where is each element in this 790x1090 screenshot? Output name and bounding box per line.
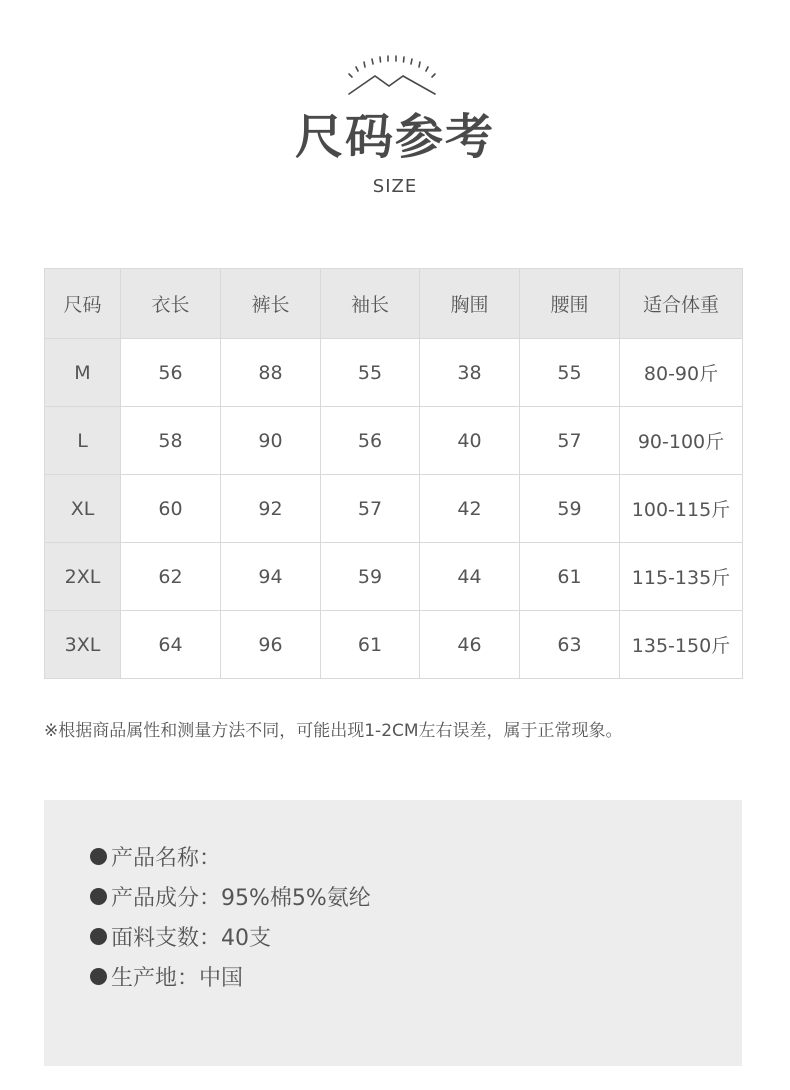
column-header: 尺码 [45, 269, 121, 339]
list-item [90, 956, 371, 996]
column-header: 适合体重 [620, 269, 743, 339]
list-item [90, 916, 371, 956]
table-cell: 61 [321, 611, 420, 679]
column-header: 腰围 [520, 269, 620, 339]
table-cell: 44 [420, 543, 520, 611]
fabric-count-text: 面料支数：40支 [111, 925, 271, 951]
table-cell: 56 [121, 339, 221, 407]
bullet-icon [90, 888, 107, 905]
table-cell: 57 [321, 475, 420, 543]
origin-text: 生产地：中国 [111, 965, 244, 991]
table-cell: 100-115斤 [620, 475, 743, 543]
page-title: 尺码参考 [294, 109, 495, 165]
size-chart-table [44, 268, 743, 679]
bullet-icon [90, 848, 107, 865]
page-subtitle: SIZE [372, 176, 418, 197]
sunrise-mountain-icon [345, 54, 441, 98]
table-header-row [45, 269, 743, 339]
product-info-list [90, 836, 371, 996]
table-cell: 38 [420, 339, 520, 407]
table-cell: 92 [221, 475, 321, 543]
product-composition-text: 产品成分：95%棉5%氨纶 [111, 885, 371, 911]
list-item [90, 836, 371, 876]
table-cell: 96 [221, 611, 321, 679]
table-cell: 57 [520, 407, 620, 475]
size-cell: 2XL [45, 543, 121, 611]
table-cell: 135-150斤 [620, 611, 743, 679]
column-header: 衣长 [121, 269, 221, 339]
table-cell: 59 [321, 543, 420, 611]
table-cell: 63 [520, 611, 620, 679]
product-info-panel [44, 800, 742, 1066]
size-cell: XL [45, 475, 121, 543]
table-cell: 115-135斤 [620, 543, 743, 611]
table-row [45, 339, 743, 407]
table-cell: 90 [221, 407, 321, 475]
bullet-icon [90, 968, 107, 985]
table-row [45, 611, 743, 679]
table-cell: 80-90斤 [620, 339, 743, 407]
product-name-text: 产品名称： [111, 845, 222, 871]
column-header: 裤长 [221, 269, 321, 339]
table-cell: 61 [520, 543, 620, 611]
size-cell: M [45, 339, 121, 407]
table-cell: 55 [321, 339, 420, 407]
table-cell: 94 [221, 543, 321, 611]
column-header: 袖长 [321, 269, 420, 339]
table-cell: 88 [221, 339, 321, 407]
table-cell: 55 [520, 339, 620, 407]
table-cell: 46 [420, 611, 520, 679]
table-cell: 90-100斤 [620, 407, 743, 475]
table-cell: 60 [121, 475, 221, 543]
size-cell: 3XL [45, 611, 121, 679]
bullet-icon [90, 928, 107, 945]
table-cell: 56 [321, 407, 420, 475]
table-cell: 64 [121, 611, 221, 679]
table-cell: 40 [420, 407, 520, 475]
table-cell: 62 [121, 543, 221, 611]
table-row [45, 475, 743, 543]
table-cell: 58 [121, 407, 221, 475]
size-cell: L [45, 407, 121, 475]
table-row [45, 407, 743, 475]
list-item [90, 876, 371, 916]
table-cell: 59 [520, 475, 620, 543]
column-header: 胸围 [420, 269, 520, 339]
table-row [45, 543, 743, 611]
measurement-note: ※根据商品属性和测量方法不同，可能出现1-2CM左右误差，属于正常现象。 [44, 721, 623, 741]
table-cell: 42 [420, 475, 520, 543]
